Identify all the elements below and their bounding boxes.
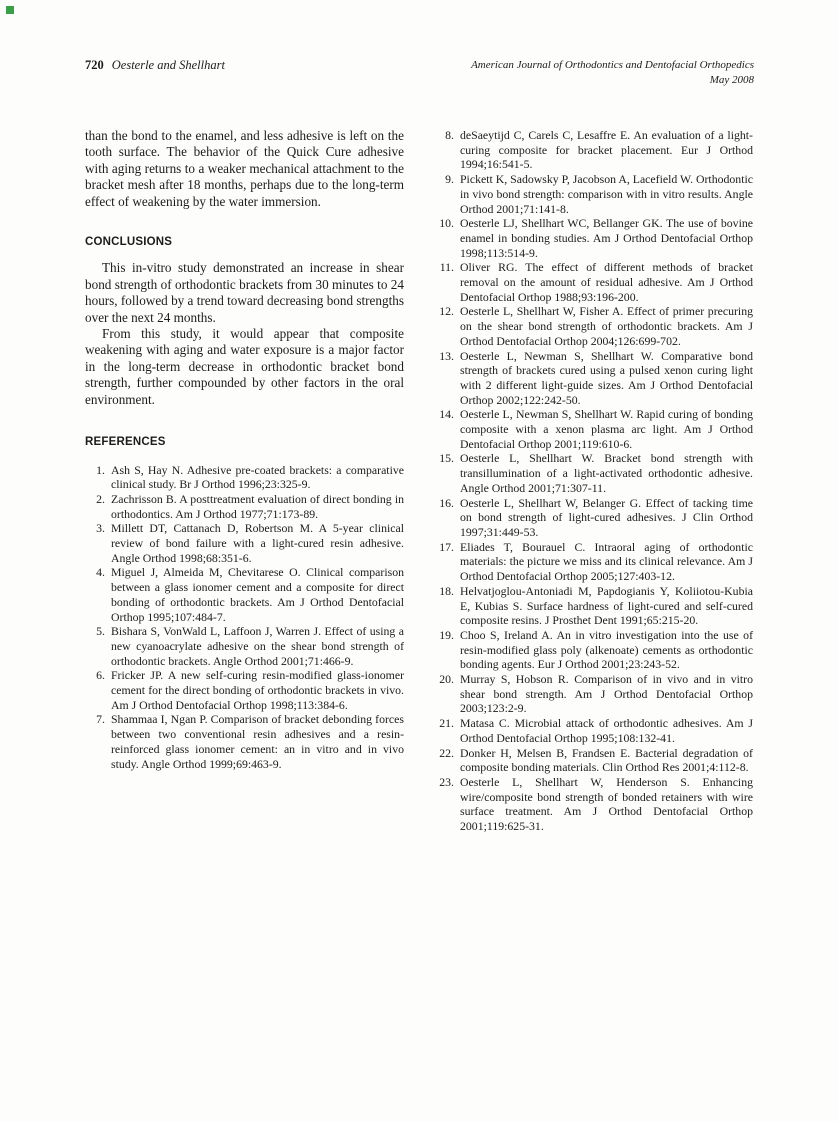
- reference-number: 2.: [96, 491, 105, 506]
- reference-text: Oesterle L, Shellhart W, Fisher A. Effect of primer precuring on the shear bond strength of orthodontic brackets. Am J Orthod Dentofacial Orthop 2004;126:699-702.: [460, 304, 753, 348]
- references-heading: REFERENCES: [85, 436, 166, 449]
- reference-item: [434, 172, 753, 216]
- reference-item: [434, 746, 753, 775]
- reference-number: 4.: [96, 565, 105, 580]
- reference-text: Oesterle L, Newman S, Shellhart W. Comparative bond strength of brackets cured using a pulsed xenon curing light with 2 different light-guide sizes. Am J Orthod Dentofacial Orthop 2002;122:242-50.: [460, 348, 753, 407]
- reference-text: Miguel J, Almeida M, Chevitarese O. Clinical comparison between a glass ionomer cement and a composite for direct bonding of orthodontic brackets. Am J Orthod Dentofacial Orthop 1995;107:484-7.: [111, 565, 404, 624]
- reference-item: [434, 407, 753, 451]
- reference-number: 5.: [96, 624, 105, 639]
- reference-number: 3.: [96, 521, 105, 536]
- reference-text: Ash S, Hay N. Adhesive pre-coated brackets: a comparative clinical study. Br J Orthod 1996;23:325-9.: [111, 462, 404, 492]
- reference-item: [434, 216, 753, 260]
- reference-text: Murray S, Hobson R. Comparison of in vivo and in vitro shear bond strength. Am J Orthod Dentofacial Orthop 2003;123:2-9.: [460, 672, 753, 716]
- reference-item: [85, 565, 404, 624]
- reference-number: 23.: [439, 774, 454, 789]
- reference-text: Choo S, Ireland A. An in vitro investigation into the use of resin-modified glass poly (alkenoate) cements as orthodontic bonding agents. Eur J Orthod 2001;23:243-52.: [460, 627, 753, 672]
- reference-number: 8.: [445, 128, 454, 142]
- reference-number: 10.: [439, 216, 454, 231]
- reference-number: 7.: [96, 712, 105, 727]
- page-number: 720: [85, 58, 104, 72]
- reference-number: 16.: [439, 495, 454, 510]
- reference-text: Matasa C. Microbial attack of orthodontic adhesives. Am J Orthod Dentofacial Orthop 1995;108:132-41.: [460, 716, 753, 745]
- reference-item: [85, 492, 404, 521]
- reference-item: [85, 521, 404, 565]
- reference-number: 18.: [439, 583, 454, 598]
- issue-date: May 2008: [709, 74, 754, 86]
- conclusions-paragraph-1: This in-vitro study demonstrated an increase in shear bond strength of orthodontic brackets from 30 minutes to 24 hours, followed by a trend toward decreasing bond strengths over the next 24 months.: [85, 260, 404, 325]
- reference-number: 12.: [439, 304, 454, 319]
- references-list-right: [434, 128, 753, 834]
- reference-text: Bishara S, VonWald L, Laffoon J, Warren J. Effect of using a new cyanoacrylate adhesive on the shear bond strength of orthodontic brackets. Angle Orthod 2001;71:466-9.: [111, 624, 404, 668]
- left-column: [85, 128, 404, 834]
- reference-number: 14.: [439, 407, 454, 422]
- reference-number: 6.: [96, 668, 105, 683]
- conclusions-heading: CONCLUSIONS: [85, 236, 173, 249]
- reference-item: [434, 260, 753, 304]
- reference-text: Oesterle L, Shellhart W, Belanger G. Effect of tacking time on bond strength of light-cured adhesives. J Clin Orthod 1997;31:449-53.: [460, 495, 753, 539]
- reference-number: 13.: [439, 348, 454, 363]
- reference-item: [434, 540, 753, 584]
- two-column-body: [85, 128, 754, 834]
- reference-text: Oliver RG. The effect of different methods of bracket removal on the amount of residual adhesive. Am J Orthod Dentofacial Orthop 1988;93:196-200.: [460, 260, 753, 304]
- reference-item: [85, 668, 404, 712]
- running-head-authors: Oesterle and Shellhart: [111, 58, 225, 72]
- right-column: [434, 128, 753, 834]
- reference-text: Helvatjoglou-Antoniadi M, Papdogianis Y, Koliiotou-Kubia E, Kubias S. Surface hardness of light-cured and self-cured composite resins. J Prosthet Dent 1991;65:215-20.: [460, 583, 753, 628]
- references-list-left: [85, 463, 404, 772]
- reference-item: [434, 128, 753, 172]
- reference-item: [85, 463, 404, 492]
- reference-number: 22.: [439, 745, 454, 760]
- conclusions-paragraph-2: From this study, it would appear that composite weakening with aging and water exposure is a major factor in the long-term decrease in orthodontic bracket bond strength, further compounded by other factors in the oral environment.: [85, 326, 404, 407]
- reference-item: [85, 624, 404, 668]
- running-header-right: [471, 58, 754, 88]
- running-header-left: [85, 58, 225, 73]
- reference-number: 11.: [439, 260, 454, 275]
- reference-text: Eliades T, Bourauel C. Intraoral aging of orthodontic materials: the picture we miss and its clinical relevance. Am J Orthod Dentofacial Orthop 2005;127:403-12.: [460, 539, 753, 584]
- reference-item: [434, 628, 753, 672]
- reference-item: [434, 672, 753, 716]
- reference-text: deSaeytijd C, Carels C, Lesaffre E. An evaluation of a light-curing composite for bracket placement. Eur J Orthod 1994;16:541-5.: [460, 128, 753, 172]
- reference-item: [434, 775, 753, 834]
- reference-text: Oesterle LJ, Shellhart WC, Bellanger GK. The use of bovine enamel in bonding studies. Am J Orthod Dentofacial Orthop 1998;113:514-9.: [460, 216, 753, 260]
- reference-number: 9.: [445, 172, 454, 187]
- reference-number: 21.: [439, 716, 454, 731]
- reference-item: [434, 716, 753, 745]
- reference-number: 17.: [439, 539, 454, 554]
- reference-item: [434, 451, 753, 495]
- reference-number: 20.: [439, 672, 454, 687]
- reference-item: [434, 349, 753, 408]
- reference-text: Shammaa I, Ngan P. Comparison of bracket debonding forces between two conventional resin adhesives and a resin-reinforced glass ionomer cement: an in vitro and in vivo study. Angle Orthod 1999;69:463-9.: [111, 712, 404, 771]
- reference-text: Fricker JP. A new self-curing resin-modified glass-ionomer cement for the direct bonding of orthodontic brackets in vivo. Am J Orthod Dentofacial Orthop 1998;113:384-6.: [111, 668, 404, 712]
- continuation-paragraph: than the bond to the enamel, and less adhesive is left on the tooth surface. The behavior of the Quick Cure adhesive with aging returns to a weaker mechanical attachment to the bracket mesh after 18 months, perhaps due to the long-term effect of weakening by the water immersion.: [85, 128, 404, 209]
- reference-text: Millett DT, Cattanach D, Robertson M. A 5-year clinical review of bond failure with a light-cured resin adhesive. Angle Orthod 1998;68:351-6.: [111, 521, 404, 565]
- reference-text: Donker H, Melsen B, Frandsen E. Bacterial degradation of composite bonding materials. Clin Orthod Res 2001;4:112-8.: [460, 745, 753, 775]
- reference-text: Zachrisson B. A posttreatment evaluation of direct bonding in orthodontics. Am J Orthod 1977;71:173-89.: [111, 491, 404, 521]
- reference-number: 19.: [439, 627, 454, 642]
- body-text-left: [85, 128, 404, 451]
- reference-number: 15.: [439, 451, 454, 466]
- reference-text: Oesterle L, Newman S, Shellhart W. Rapid curing of bonding composite with a xenon plasma arc light. Am J Orthod Dentofacial Orthop 2001;119:610-6.: [460, 407, 753, 451]
- reference-item: [434, 496, 753, 540]
- running-header: [85, 58, 754, 88]
- journal-name: American Journal of Orthodontics and Dentofacial Orthopedics: [471, 59, 754, 71]
- reference-item: [434, 304, 753, 348]
- reference-text: Oesterle L, Shellhart W, Henderson S. Enhancing wire/composite bond strength of bonded retainers with wire surface treatment. Am J Orthod Dentofacial Orthop 2001;119:625-31.: [460, 774, 753, 834]
- reference-text: Pickett K, Sadowsky P, Jacobson A, Lacefield W. Orthodontic in vivo bond strength: comparison with in vitro results. Angle Orthod 2001;71:141-8.: [460, 172, 753, 216]
- reference-text: Oesterle L, Shellhart W. Bracket bond strength with transillumination of a light-activated orthodontic adhesive. Angle Orthod 2001;71:307-11.: [460, 451, 753, 495]
- reference-item: [85, 712, 404, 771]
- reference-number: 1.: [96, 462, 105, 477]
- reference-item: [434, 584, 753, 628]
